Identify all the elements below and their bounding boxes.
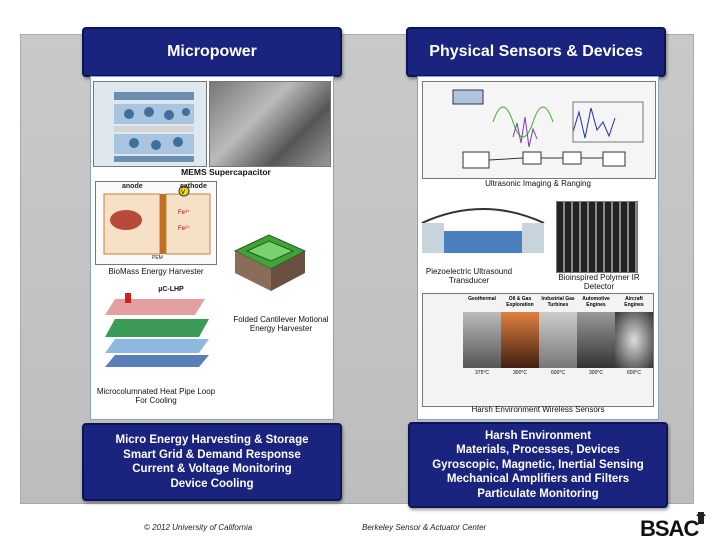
micropower-title bbox=[82, 27, 342, 77]
cantilever-device-image bbox=[225, 217, 311, 301]
sensor-line-2: Materials, Processes, Devices bbox=[456, 444, 620, 457]
cantilever-render bbox=[225, 217, 311, 301]
harsh-temp-cell: 600°C bbox=[627, 370, 641, 376]
micropower-title-text: Micropower bbox=[167, 43, 257, 60]
micropower-summary bbox=[82, 423, 342, 501]
summary-line-4: Device Cooling bbox=[170, 477, 254, 490]
harsh-temperatures bbox=[463, 370, 653, 376]
anode-label: anode bbox=[122, 183, 143, 190]
supercap-diagram bbox=[93, 81, 207, 167]
sensor-line-1: Harsh Environment bbox=[484, 429, 592, 442]
ultrasonic-diagram bbox=[422, 81, 656, 179]
harsh-photo-strip bbox=[463, 312, 653, 368]
harsh-temp-cell: 300°C bbox=[513, 370, 527, 376]
turbine-photo bbox=[539, 312, 577, 368]
pem-label: PEM bbox=[152, 255, 163, 261]
heatpipe-caption: Microcolumnated Heat Pipe Loop For Cooling bbox=[96, 387, 216, 405]
copyright-text: © 2012 University of California bbox=[144, 523, 253, 532]
sensor-line-4: Mechanical Amplifiers and Filters bbox=[446, 473, 630, 486]
harsh-caption: Harsh Environment Wireless Sensors bbox=[471, 405, 605, 414]
sensors-summary bbox=[408, 422, 668, 508]
biomass-diagram bbox=[95, 181, 217, 265]
sensors-title bbox=[406, 27, 666, 77]
cantilever-caption: Folded Cantilever Motional Energy Harvester bbox=[233, 315, 329, 333]
heatpipe-diagram bbox=[95, 293, 219, 371]
piezo-caption: Piezoelectric Ultrasound Transducer bbox=[425, 267, 513, 285]
harsh-header-cell: Oil & Gas Exploration bbox=[506, 296, 534, 308]
center-name-text: Berkeley Sensor & Actuator Center bbox=[362, 523, 487, 532]
supercap-sem-image bbox=[209, 81, 331, 167]
ir-detector-image bbox=[556, 201, 638, 273]
piezo-schematic bbox=[420, 193, 546, 263]
supercap-caption: MEMS Supercapacitor bbox=[181, 167, 271, 177]
summary-line-1: Micro Energy Harvesting & Storage bbox=[115, 434, 309, 446]
bsac-logo bbox=[640, 512, 720, 540]
ultrasonic-schematic bbox=[423, 82, 655, 178]
biomass-caption: BioMass Energy Harvester bbox=[108, 267, 204, 276]
biomass-schematic bbox=[96, 182, 216, 264]
bioinspired-caption: Bioinspired Polymer IR Detector bbox=[558, 273, 640, 291]
svg-text:Fe³⁺: Fe³⁺ bbox=[178, 210, 191, 216]
harsh-temp-cell: 300°C bbox=[589, 370, 603, 376]
harsh-header-cell: Geothermal bbox=[468, 296, 496, 302]
harsh-headers bbox=[463, 296, 653, 308]
piezo-diagram bbox=[420, 193, 546, 263]
harsh-temp-cell: 375°C bbox=[475, 370, 489, 376]
summary-line-2: Smart Grid & Demand Response bbox=[123, 448, 301, 461]
harsh-header-cell: Aircraft Engines bbox=[624, 296, 644, 308]
oil-gas-photo bbox=[501, 312, 539, 368]
harsh-header-cell: Automotive Engines bbox=[582, 296, 610, 308]
heatpipe-label: µC-LHP bbox=[158, 286, 184, 293]
heatpipe-schematic bbox=[95, 293, 219, 371]
supercap-schematic bbox=[94, 82, 206, 166]
sensor-line-3: Gyroscopic, Magnetic, Inertial Sensing bbox=[432, 458, 644, 471]
automotive-photo bbox=[577, 312, 615, 368]
svg-text:Fe²⁺: Fe²⁺ bbox=[178, 226, 191, 232]
sensors-panel bbox=[417, 76, 659, 420]
aircraft-photo bbox=[615, 312, 653, 368]
ultrasonic-caption: Ultrasonic Imaging & Ranging bbox=[485, 179, 591, 188]
harsh-header-cell: Industrial Gas Turbines bbox=[541, 296, 575, 308]
micropower-panel bbox=[90, 76, 334, 420]
harsh-temp-cell: 600°C bbox=[551, 370, 565, 376]
svg-text:V: V bbox=[181, 190, 186, 196]
sensor-line-5: Particulate Monitoring bbox=[477, 487, 599, 500]
summary-line-3: Current & Voltage Monitoring bbox=[132, 463, 292, 475]
bsac-logo-text: BSAC bbox=[640, 516, 699, 541]
geothermal-photo bbox=[463, 312, 501, 368]
harsh-env-grid bbox=[422, 293, 654, 407]
sensors-title-text: Physical Sensors & Devices bbox=[429, 43, 643, 60]
cathode-label: cathode bbox=[180, 183, 207, 190]
